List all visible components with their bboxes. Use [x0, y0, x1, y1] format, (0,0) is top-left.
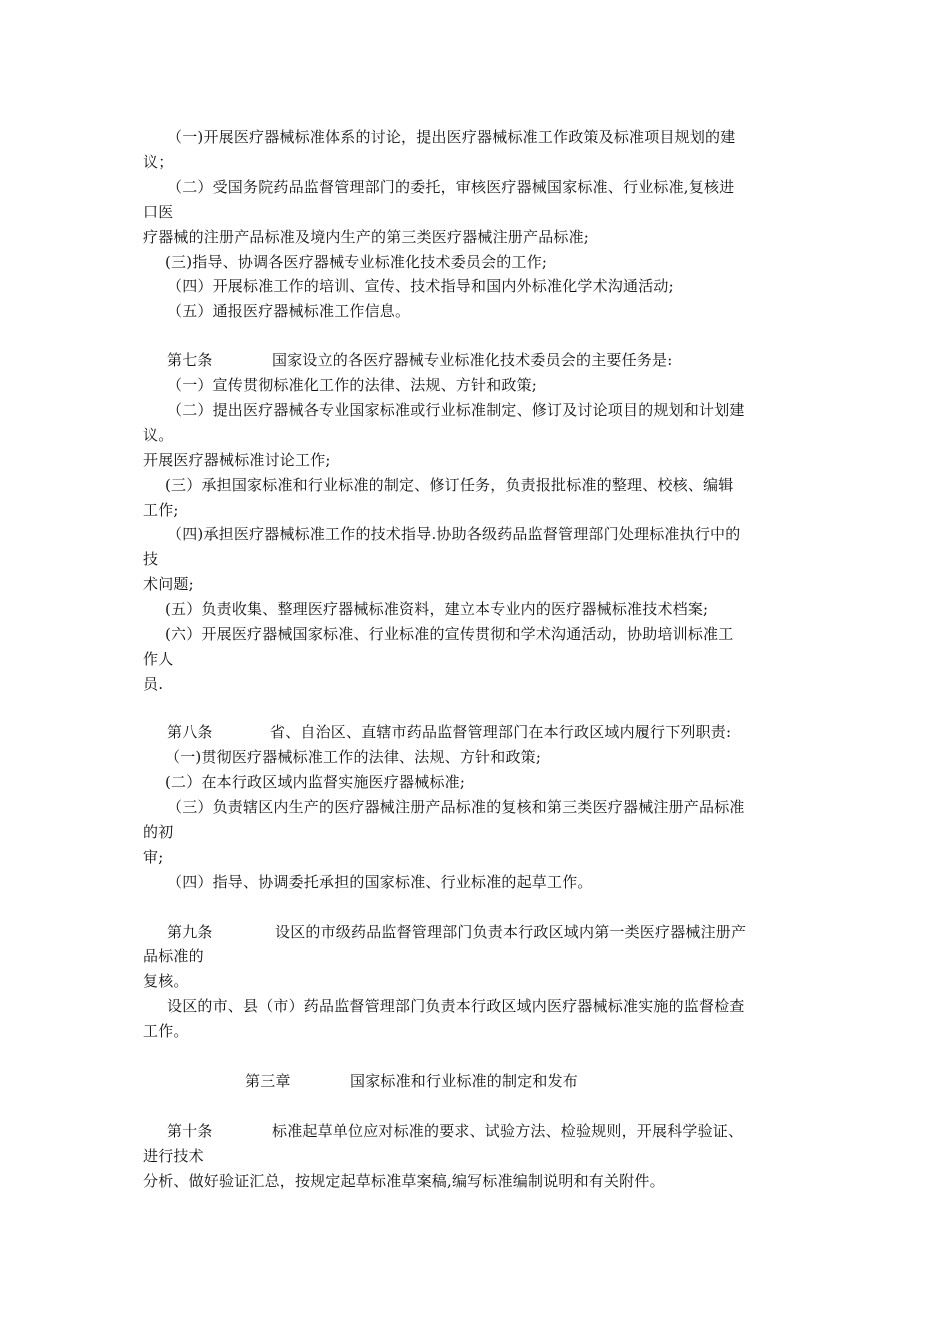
paragraph-line: （四)承担医疗器械标准工作的技术指导.协助各级药品监督管理部门处理标准执行中的: [167, 525, 741, 543]
paragraph-line: （五）通报医疗器械标准工作信息。: [167, 302, 411, 320]
paragraph-line: （一）宣传贯彻标准化工作的法律、法规、方针和政策;: [167, 376, 538, 394]
paragraph-line: 术问题;: [143, 575, 194, 593]
paragraph-line: 分析、做好验证汇总，按规定起草标准草案稿,编写标准编制说明和有关附件。: [143, 1172, 665, 1190]
paragraph-line: (三)指导、协调各医疗器械专业标准化技术委员会的工作;: [165, 253, 548, 271]
article-heading: 省、自治区、直辖市药品监督管理部门在本行政区域内履行下列职责:: [270, 723, 732, 741]
article-heading: 设区的市级药品监督管理部门负责本行政区域内第一类医疗器械注册产: [275, 923, 747, 941]
article-number: 第九条: [167, 923, 213, 941]
article-heading: 标准起草单位应对标准的要求、试验方法、检验规则，开展科学验证、: [272, 1122, 744, 1140]
paragraph-line: 复核。: [143, 972, 189, 990]
paragraph-line: 口医: [143, 203, 174, 221]
paragraph-line: （二）提出医疗器械各专业国家标准或行业标准制定、修订及讨论项目的规划和计划建: [167, 401, 745, 419]
paragraph-line: 议；: [143, 153, 174, 171]
paragraph-line: （一)贯彻医疗器械标准工作的法律、法规、方针和政策;: [165, 748, 542, 766]
paragraph-line: 审;: [143, 848, 164, 866]
article-number: 第十条: [167, 1122, 213, 1140]
paragraph-line: 工作。: [143, 1022, 189, 1040]
paragraph-line: 员.: [143, 675, 164, 693]
paragraph-line: 品标准的: [143, 947, 204, 965]
article-heading: 国家设立的各医疗器械专业标准化技术委员会的主要任务是:: [272, 351, 673, 369]
paragraph-line: （四）指导、协调委托承担的国家标准、行业标准的起草工作。: [167, 873, 593, 891]
chapter-number: 第三章: [245, 1072, 291, 1090]
paragraph-line: (五）负责收集、整理医疗器械标准资料，建立本专业内的医疗器械标准技术档案;: [165, 600, 709, 618]
paragraph-line: (六）开展医疗器械国家标准、行业标准的宣传贯彻和学术沟通活动，协助培训标准工: [165, 625, 734, 643]
paragraph-line: （四）开展标准工作的培训、宣传、技术指导和国内外标准化学术沟通活动;: [167, 277, 674, 295]
paragraph-line: 疗器械的注册产品标准及境内生产的第三类医疗器械注册产品标准;: [143, 228, 590, 246]
article-number: 第七条: [167, 351, 213, 369]
paragraph-line: 的初: [143, 823, 174, 841]
paragraph-line: 设区的市、县（市）药品监督管理部门负责本行政区域内医疗器械标准实施的监督检查: [167, 997, 745, 1015]
paragraph-line: （二）受国务院药品监督管理部门的委托，审核医疗器械国家标准、行业标准,复核进: [167, 178, 735, 196]
paragraph-line: （三）负责辖区内生产的医疗器械注册产品标准的复核和第三类医疗器械注册产品标准: [167, 798, 745, 816]
paragraph-line: 进行技术: [143, 1147, 204, 1165]
paragraph-line: (二）在本行政区域内监督实施医疗器械标准;: [165, 773, 466, 791]
paragraph-line: （一)开展医疗器械标准体系的讨论，提出医疗器械标准工作政策及标准项目规划的建: [167, 128, 736, 146]
paragraph-line: (三）承担国家标准和行业标准的制定、修订任务，负责报批标准的整理、校核、编辑: [165, 476, 734, 494]
paragraph-line: 议。: [143, 426, 174, 444]
article-number: 第八条: [167, 723, 213, 741]
paragraph-line: 开展医疗器械标准讨论工作;: [143, 451, 331, 469]
paragraph-line: 作人: [143, 650, 174, 668]
paragraph-line: 技: [143, 550, 159, 568]
chapter-title: 国家标准和行业标准的制定和发布: [350, 1072, 579, 1090]
paragraph-line: 工作;: [143, 501, 179, 519]
